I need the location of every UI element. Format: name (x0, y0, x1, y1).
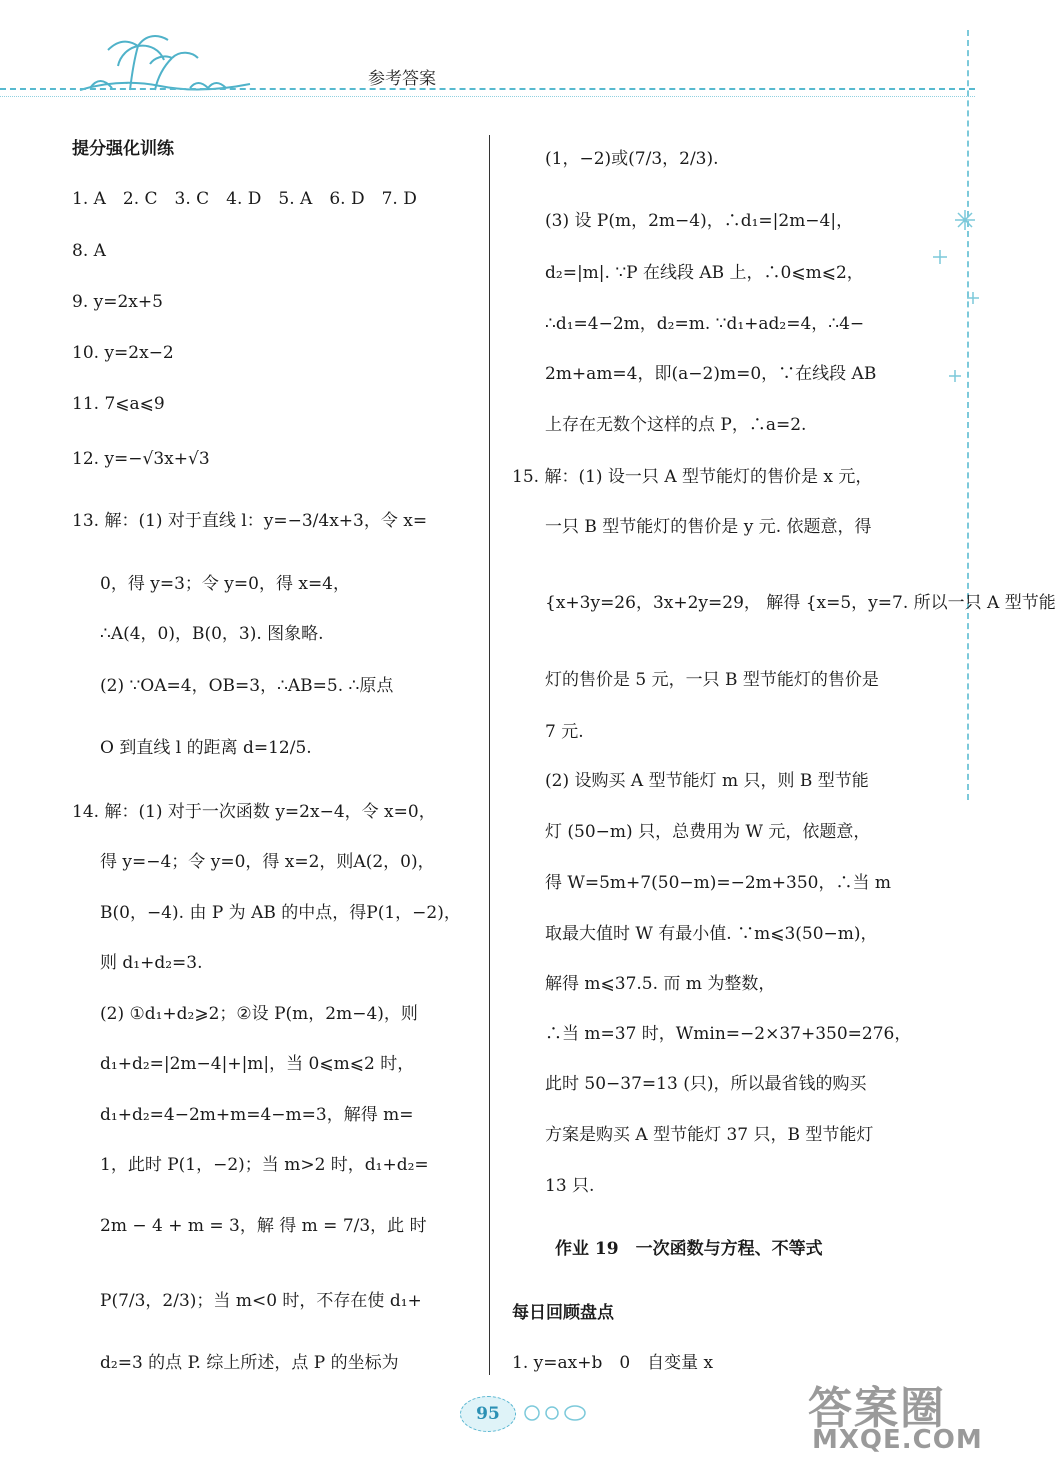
header-divider (0, 88, 975, 90)
answer-line: (2) ∵OA=4，OB=3，∴AB=5. ∴原点 (100, 676, 394, 696)
answer-line: 2m+am=4，即(a−2)m=0，∵在线段 AB (545, 364, 877, 384)
answer-line: 一只 B 型节能灯的售价是 y 元. 依题意，得 (545, 517, 872, 537)
answer-line: 12. y=−√3x+√3 (72, 449, 210, 469)
answer-line: 1. y=ax+b 0 自变量 x (512, 1353, 714, 1373)
answer-line: (2) 设购买 A 型节能灯 m 只，则 B 型节能 (545, 771, 869, 791)
snowflake-decoration (925, 200, 985, 400)
answer-line: ∴d₁=4−2m，d₂=m. ∵d₁+ad₂=4，∴4− (545, 314, 865, 334)
answer-line: 1，此时 P(1，−2)；当 m>2 时，d₁+d₂= (100, 1155, 429, 1175)
answer-line: (1，−2)或(7/3，2/3). (545, 149, 719, 169)
palm-tree-decoration (60, 28, 260, 94)
answer-line: 14. 解：(1) 对于一次函数 y=2x−4，令 x=0， (72, 802, 436, 822)
answer-line: d₁+d₂=|2m−4|+|m|，当 0⩽m⩽2 时， (100, 1054, 415, 1074)
answer-line: 解得 m⩽37.5. 而 m 为整数， (545, 974, 776, 994)
answer-line: 得 W=5m+7(50−m)=−2m+350，∴当 m (545, 873, 892, 893)
answer-line: d₁+d₂=4−2m+m=4−m=3，解得 m= (100, 1105, 414, 1125)
answer-line: 9. y=2x+5 (72, 292, 163, 312)
answer-line: (2) ①d₁+d₂⩾2；②设 P(m，2m−4)，则 (100, 1004, 418, 1024)
answer-line: 取最大值时 W 有最小值. ∵m⩽3(50−m)， (545, 924, 878, 944)
daily-review-title: 每日回顾盘点 (512, 1303, 614, 1323)
column-separator (489, 135, 490, 1375)
margin-decoration-line (967, 30, 969, 800)
watermark-logo: 答案圈 (808, 1383, 946, 1434)
header-divider-dotted (0, 96, 975, 97)
answer-line: 13 只. (545, 1176, 595, 1196)
answer-line: ∴A(4，0)，B(0，3). 图象略. (100, 624, 324, 644)
answer-line: 10. y=2x−2 (72, 343, 174, 363)
answer-line: 11. 7⩽a⩽9 (72, 394, 165, 414)
answer-line: 15. 解：(1) 设一只 A 型节能灯的售价是 x 元， (512, 467, 873, 487)
answer-line: B(0，−4). 由 P 为 AB 的中点，得P(1，−2)， (100, 903, 461, 923)
header-title: 参考答案 (368, 69, 436, 89)
answer-line: O 到直线 l 的距离 d=12/5. (100, 738, 312, 758)
answer-line: 7 元. (545, 722, 584, 742)
answer-line: 1. A 2. C 3. C 4. D 5. A 6. D 7. D (72, 189, 417, 209)
watermark-url: MXQE.COM (812, 1425, 983, 1455)
answer-line: 得 y=−4；令 y=0，得 x=2，则A(2，0)， (100, 852, 435, 872)
answer-line: P(7/3，2/3)；当 m<0 时，不存在使 d₁+ (100, 1291, 422, 1311)
answer-line: 灯的售价是 5 元，一只 B 型节能灯的售价是 (545, 670, 879, 690)
bubble-decoration (520, 1400, 590, 1426)
answer-line: 则 d₁+d₂=3. (100, 953, 203, 973)
equation-system: {x+3y=26，3x+2y=29， 解得 {x=5，y=7. 所以一只 A 型节能 (545, 593, 1056, 613)
answer-line: 0，得 y=3；令 y=0，得 x=4， (100, 574, 351, 594)
answer-line: ∴当 m=37 时，Wmin=−2×37+350=276， (545, 1024, 912, 1044)
page-number: 95 (460, 1396, 516, 1432)
answer-line: 8. A (72, 241, 106, 261)
section-title: 提分强化训练 (72, 139, 174, 159)
answer-line: 方案是购买 A 型节能灯 37 只，B 型节能灯 (545, 1125, 874, 1145)
answer-line: (3) 设 P(m，2m−4)，∴d₁=|2m−4|， (545, 211, 854, 231)
answer-line: d₂=|m|. ∵P 在线段 AB 上，∴0⩽m⩽2， (545, 263, 864, 283)
homework-title: 作业 19 一次函数与方程、不等式 (555, 1239, 823, 1259)
answer-line: 13. 解：(1) 对于直线 l：y=−3/4x+3，令 x= (72, 511, 428, 531)
answer-line: 灯 (50−m) 只，总费用为 W 元，依题意， (545, 822, 871, 842)
answer-line: 2m − 4 + m = 3，解 得 m = 7/3，此 时 (100, 1216, 427, 1236)
answer-line: 此时 50−37=13 (只)，所以最省钱的购买 (545, 1074, 867, 1094)
answer-line: d₂=3 的点 P. 综上所述，点 P 的坐标为 (100, 1353, 399, 1373)
answer-line: 上存在无数个这样的点 P，∴a=2. (545, 415, 807, 435)
